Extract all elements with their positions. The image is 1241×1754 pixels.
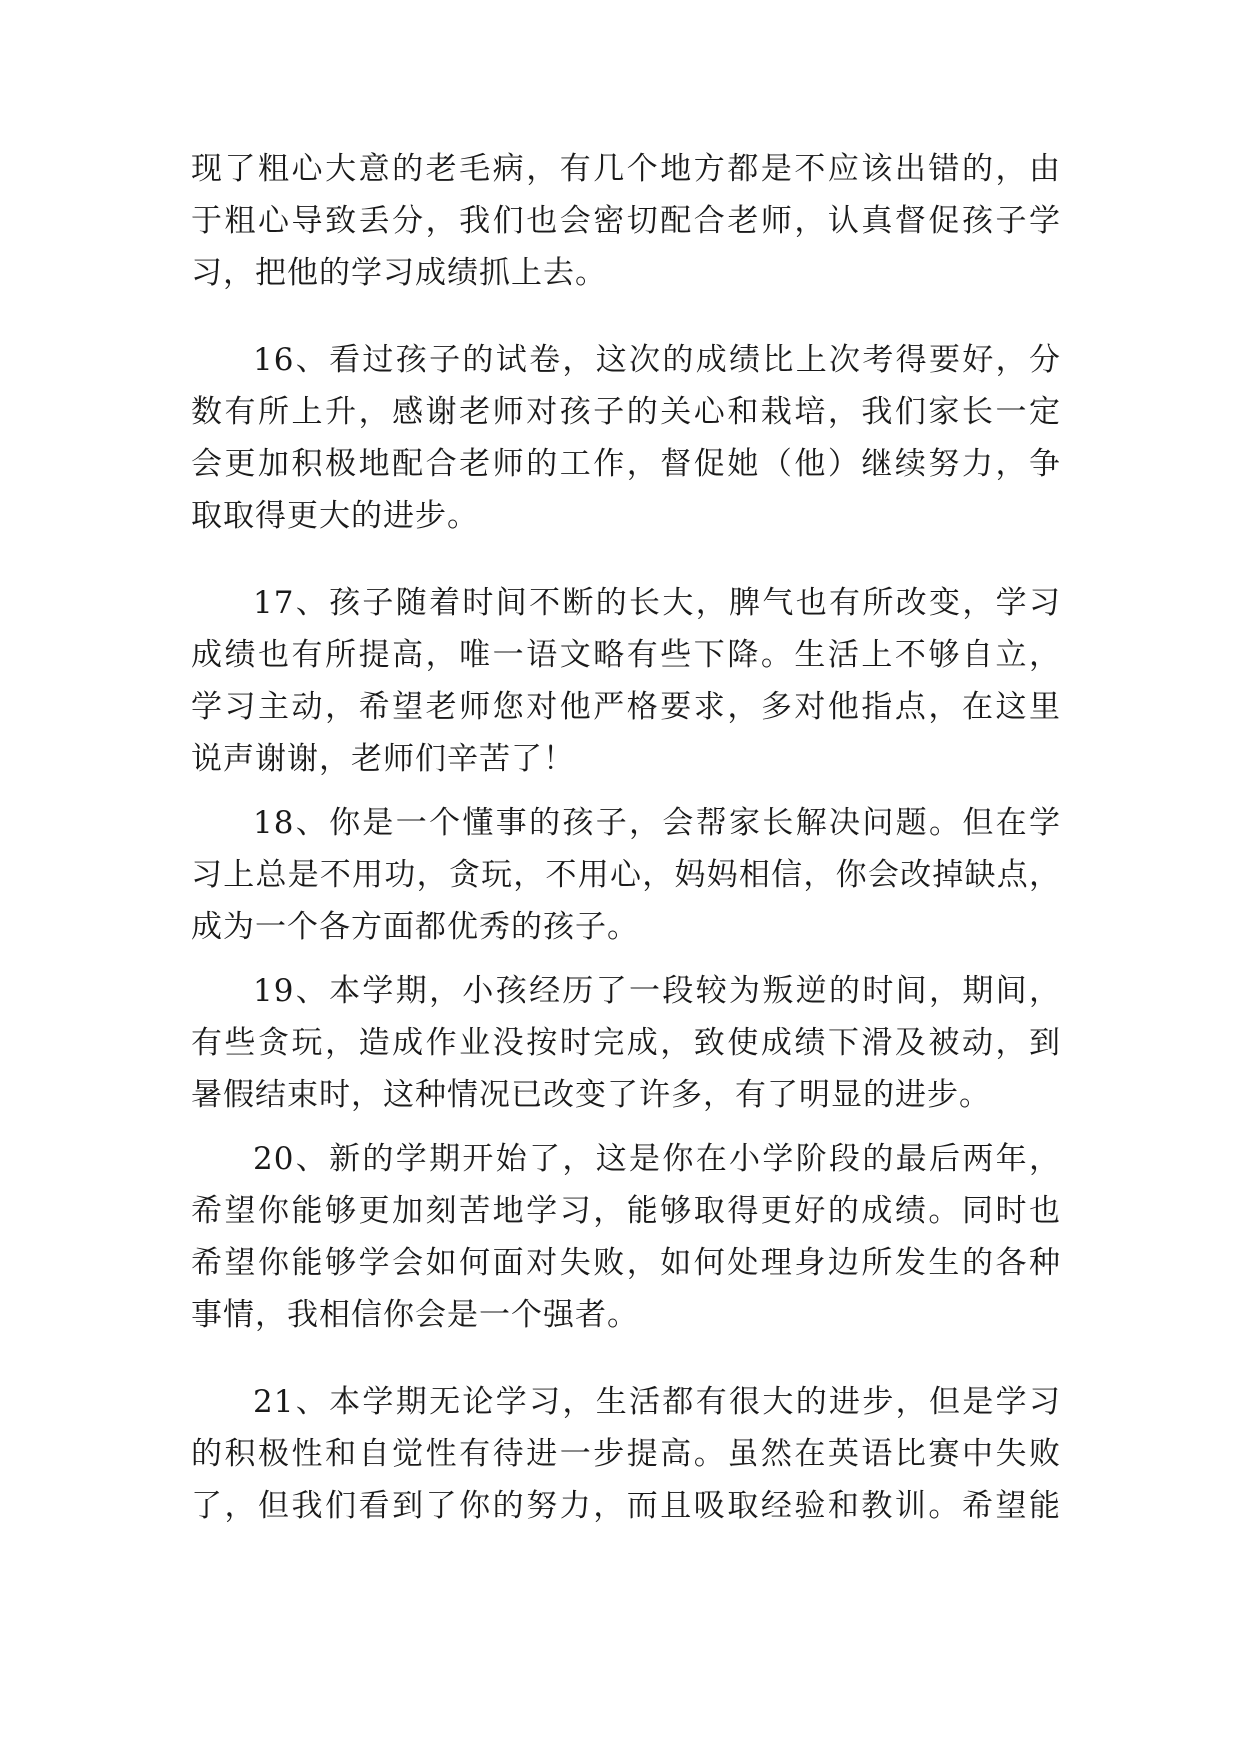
paragraph-20-first-line: 20、新的学期开始了，这是你在小学阶段的最后两年， xyxy=(253,1141,1061,1177)
text-line: 了，但我们看到了你的努力，而且吸取经验和教训。希望能 xyxy=(191,1488,1061,1524)
text-line: 成为一个各方面都优秀的孩子。 xyxy=(191,909,639,945)
text-line: 希望你能够更加刻苦地学习，能够取得更好的成绩。同时也 xyxy=(191,1193,1061,1229)
text-line: 数有所上升，感谢老师对孩子的关心和栽培，我们家长一定 xyxy=(191,394,1061,430)
text-line: 会更加积极地配合老师的工作，督促她（他）继续努力，争 xyxy=(191,446,1061,482)
text-line: 习，把他的学习成绩抓上去。 xyxy=(191,255,607,291)
paragraph-16-first-line: 16、看过孩子的试卷，这次的成绩比上次考得要好，分 xyxy=(253,342,1061,378)
text-line: 有些贪玩，造成作业没按时完成，致使成绩下滑及被动，到 xyxy=(191,1025,1061,1061)
paragraph-17-first-line: 17、孩子随着时间不断的长大，脾气也有所改变，学习 xyxy=(253,585,1061,621)
text-line: 事情，我相信你会是一个强者。 xyxy=(191,1297,639,1333)
text-line: 现了粗心大意的老毛病，有几个地方都是不应该出错的，由 xyxy=(191,151,1061,187)
text-line: 于粗心导致丢分，我们也会密切配合老师，认真督促孩子学 xyxy=(191,203,1061,239)
text-line: 希望你能够学会如何面对失败，如何处理身边所发生的各种 xyxy=(191,1245,1061,1281)
text-line: 学习主动，希望老师您对他严格要求，多对他指点，在这里 xyxy=(191,689,1061,725)
paragraph-21-first-line: 21、本学期无论学习，生活都有很大的进步，但是学习 xyxy=(253,1384,1061,1420)
text-line: 成绩也有所提高，唯一语文略有些下降。生活上不够自立， xyxy=(191,637,1061,673)
paragraph-18-first-line: 18、你是一个懂事的孩子，会帮家长解决问题。但在学 xyxy=(253,805,1061,841)
text-line: 的积极性和自觉性有待进一步提高。虽然在英语比赛中失败 xyxy=(191,1436,1061,1472)
text-line: 说声谢谢，老师们辛苦了！ xyxy=(191,741,575,777)
text-line: 习上总是不用功，贪玩，不用心，妈妈相信，你会改掉缺点， xyxy=(191,857,1061,893)
paragraph-19-first-line: 19、本学期，小孩经历了一段较为叛逆的时间，期间， xyxy=(253,973,1061,1009)
text-line: 取取得更大的进步。 xyxy=(191,498,479,534)
text-line: 暑假结束时，这种情况已改变了许多，有了明显的进步。 xyxy=(191,1077,991,1113)
